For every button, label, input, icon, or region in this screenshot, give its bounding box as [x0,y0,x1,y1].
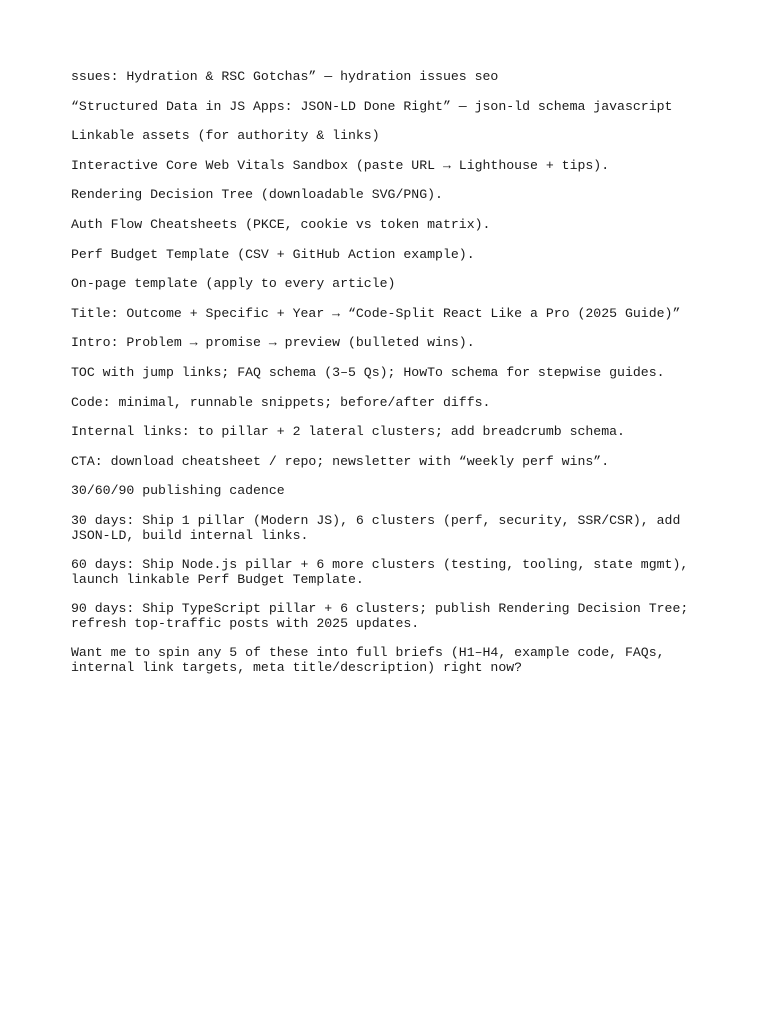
paragraph-title-rule: Title: Outcome + Specific + Year → “Code-Split React Like a Pro (2025 Guide)” [71,305,681,321]
paragraph-rendering-tree: Rendering Decision Tree (downloadable SVG/PNG). [71,187,443,203]
section-heading-cadence: 30/60/90 publishing cadence [71,483,285,499]
paragraph-code-rule: Code: minimal, runnable snippets; before/after diffs. [71,394,491,410]
paragraph-90-days: 90 days: Ship TypeScript pillar + 6 clusters; publish Rendering Decision Tree; refresh top-traffic posts with 2025 updates. [71,601,689,631]
paragraph-internal-links-rule: Internal links: to pillar + 2 lateral clusters; add breadcrumb schema. [71,424,625,440]
paragraph-continued-title: ssues: Hydration & RSC Gotchas” — hydration issues seo [71,69,499,84]
section-heading-linkable-assets: Linkable assets (for authority & links) [71,128,380,144]
paragraph-cwv-sandbox: Interactive Core Web Vitals Sandbox (paste URL → Lighthouse + tips). [71,157,610,173]
paragraph-closing-question: Want me to spin any 5 of these into full briefs (H1–H4, example code, FAQs, internal link targets, meta title/description) right now? [71,645,665,676]
paragraph-30-days: 30 days: Ship 1 pillar (Modern JS), 6 clusters (perf, security, SSR/CSR), add JSON-LD, build internal links. [71,512,681,543]
paragraph-60-days: 60 days: Ship Node.js pillar + 6 more clusters (testing, tooling, state mgmt), launch linkable Perf Budget Template. [71,557,689,587]
paragraph-auth-cheatsheets: Auth Flow Cheatsheets (PKCE, cookie vs token matrix). [71,216,491,232]
paragraph-perf-budget: Perf Budget Template (CSV + GitHub Action example). [71,246,475,262]
document-body [71,70,711,691]
paragraph-toc-rule: TOC with jump links; FAQ schema (3–5 Qs); HowTo schema for stepwise guides. [71,364,665,380]
paragraph-intro-rule: Intro: Problem → promise → preview (bulleted wins). [71,335,475,351]
paragraph-cta-rule: CTA: download cheatsheet / repo; newsletter with “weekly perf wins”. [71,453,610,469]
paragraph-structured-data-title: “Structured Data in JS Apps: JSON-LD Done Right” — json-ld schema javascript [71,98,673,114]
section-heading-on-page-template: On-page template (apply to every article) [71,276,396,292]
